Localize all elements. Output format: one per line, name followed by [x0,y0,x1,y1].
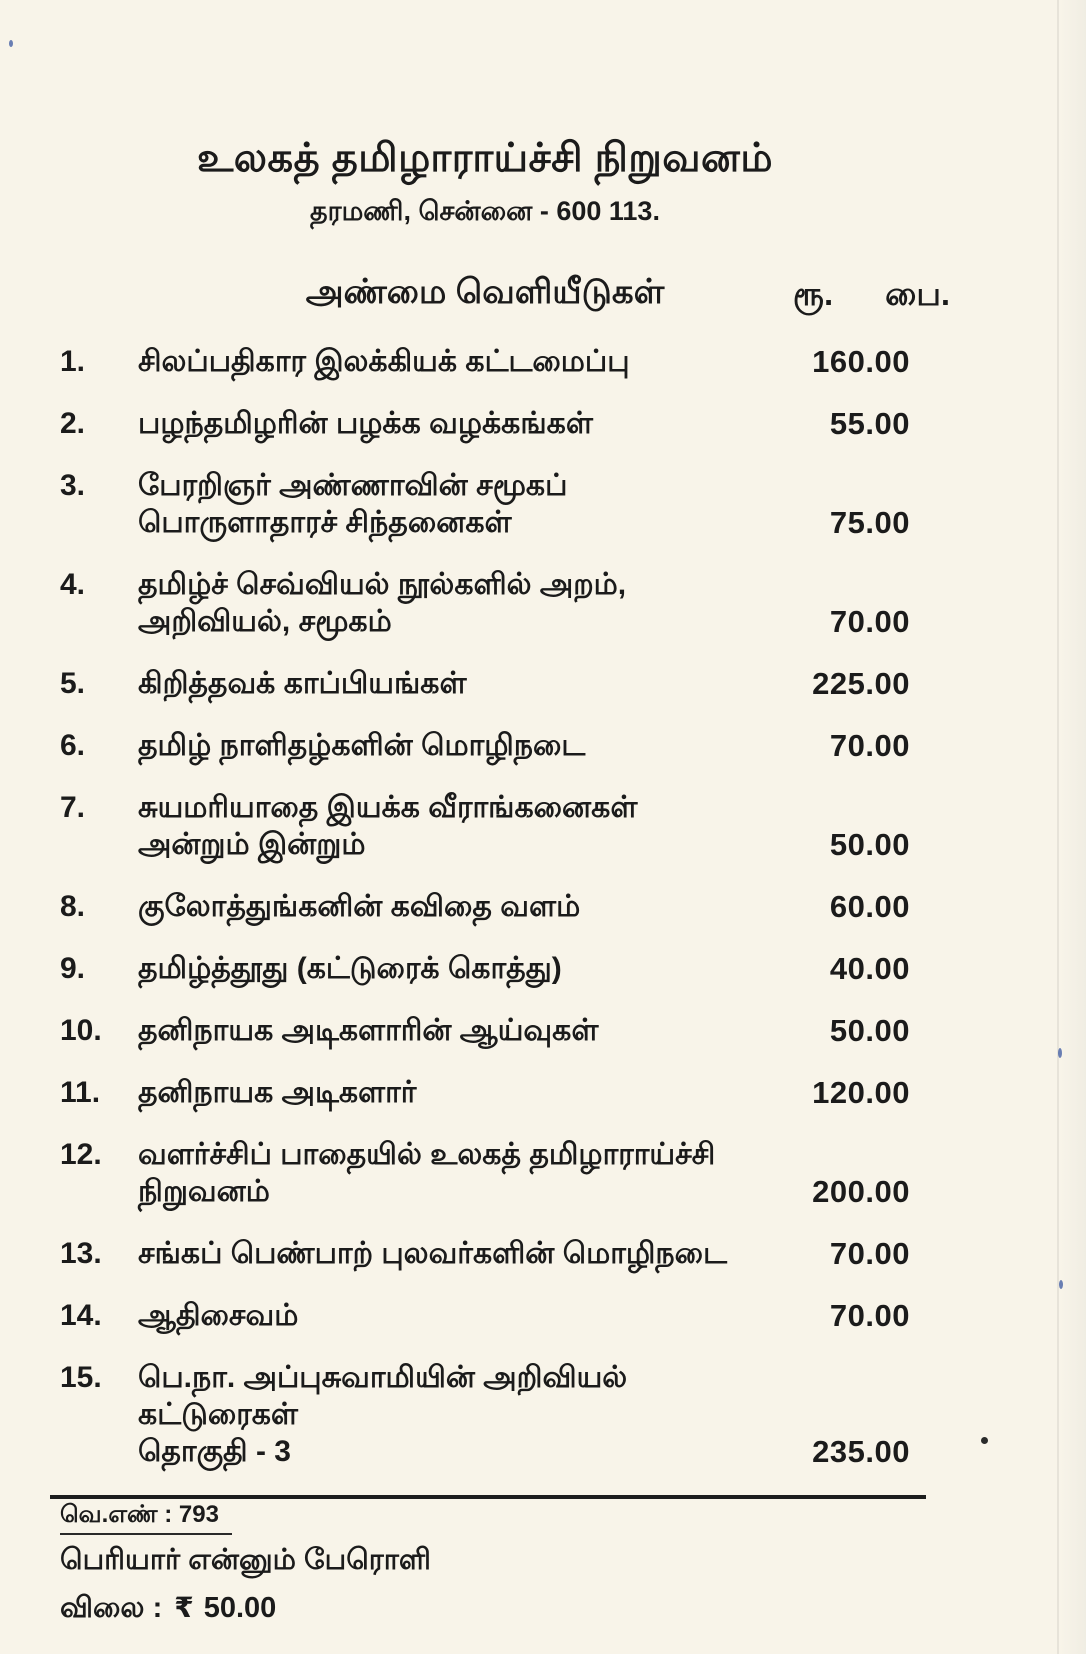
item-number: 14. [60,1299,102,1332]
item-title: வளர்ச்சிப் பாதையில் உலகத் தமிழாராய்ச்சி நிறுவனம் [138,1138,716,1208]
organization-name: உலகத் தமிழாராய்ச்சி நிறுவனம் [196,136,774,180]
item-price: 60.00 [829,889,910,924]
price-label: விலை : [60,1592,163,1624]
item-number: 8. [60,890,86,923]
item-price: 55.00 [829,406,910,441]
list-title: அண்மை வெளியீடுகள் [305,273,665,311]
publication-row [60,566,910,640]
publication-row [60,1136,910,1210]
item-price: 70.00 [829,728,910,763]
item-number: 9. [60,952,86,985]
item-number: 11. [60,1076,101,1109]
item-number: 5. [60,667,86,700]
item-price: 200.00 [812,1174,910,1209]
list-header [60,273,951,317]
item-number: 1. [60,345,86,378]
item-price: 160.00 [812,344,910,379]
item-number: 6. [60,729,86,762]
item-price: 70.00 [829,1298,910,1333]
item-price: 50.00 [829,827,910,862]
currency-column-header [793,275,950,318]
item-title: தமிழ் நாளிதழ்களின் மொழிநடை [138,729,586,762]
publication-row [60,950,910,987]
item-title: பழந்தமிழரின் பழக்க வழக்கங்கள் [138,407,593,440]
item-title: தமிழ்ச் செவ்வியல் நூல்களில் அறம், அறிவியல், சமூகம் [138,568,627,638]
item-number: 3. [60,469,86,502]
publication-serial-number: வெ.எண் : 793 [60,1501,232,1535]
item-title: கிறித்தவக் காப்பியங்கள் [138,667,467,700]
item-title: தனிநாயக அடிகளார் [138,1076,417,1109]
item-number: 15. [60,1361,102,1394]
scan-speck [9,40,13,47]
publication-row [60,888,910,925]
publication-row [60,1359,910,1470]
item-number: 7. [60,791,86,824]
page-footer [60,1495,910,1628]
publication-row [60,343,910,380]
item-price: 235.00 [812,1434,910,1469]
book-price-line [60,1591,910,1628]
paise-column-label: பை. [885,275,951,312]
publication-row [60,1235,910,1272]
scan-speck [1058,1048,1062,1058]
scan-speck [981,1437,988,1444]
item-title: சிலப்பதிகார இலக்கியக் கட்டமைப்பு [138,345,630,378]
item-title: ஆதிசைவம் [138,1299,299,1332]
publication-row [60,789,910,863]
item-number: 13. [60,1237,102,1270]
publication-row [60,1012,910,1049]
item-number: 4. [60,568,86,601]
rupees-column-label: ரூ. [793,275,834,312]
item-title: தனிநாயக அடிகளாரின் ஆய்வுகள் [138,1014,599,1047]
item-price: 120.00 [812,1075,910,1110]
item-price: 225.00 [812,666,910,701]
item-price: 75.00 [829,505,910,540]
scan-edge-line [1057,0,1059,1654]
page-content [60,0,951,1628]
item-title: குலோத்துங்கனின் கவிதை வளம் [138,890,581,923]
publication-row [60,727,910,764]
publication-row [60,1297,910,1334]
price-value: 50.00 [203,1592,277,1624]
item-number: 10. [60,1014,102,1047]
item-number: 12. [60,1138,102,1171]
item-title: தமிழ்த்தூது (கட்டுரைக் கொத்து) [138,952,562,985]
scan-speck [1059,1280,1063,1289]
item-price: 50.00 [829,1013,910,1048]
item-title: சுயமரியாதை இயக்க வீராங்கனைகள் அன்றும் இன்றும் [138,791,638,861]
publication-row [60,467,910,541]
publication-row [60,1074,910,1111]
scan-edge-band [1060,0,1086,1654]
item-title: பெ.நா. அப்புசுவாமியின் அறிவியல் கட்டுரைகள் தொகுதி - 3 [138,1361,628,1468]
book-title: பெரியார் என்னும் பேரொளி [60,1544,431,1576]
organization-address: தரமணி, சென்னை - 600 113. [310,196,660,226]
item-title: சங்கப் பெண்பாற் புலவர்களின் மொழிநடை [138,1237,727,1270]
item-price: 70.00 [829,604,910,639]
publication-row [60,665,910,702]
rupee-symbol: ₹ [174,1592,194,1623]
publications-list [60,343,910,1470]
item-number: 2. [60,407,86,440]
item-title: பேரறிஞர் அண்ணாவின் சமூகப் பொருளாதாரச் சிந்தனைகள் [138,469,568,539]
item-price: 70.00 [829,1236,910,1271]
publication-row [60,405,910,442]
item-price: 40.00 [829,951,910,986]
